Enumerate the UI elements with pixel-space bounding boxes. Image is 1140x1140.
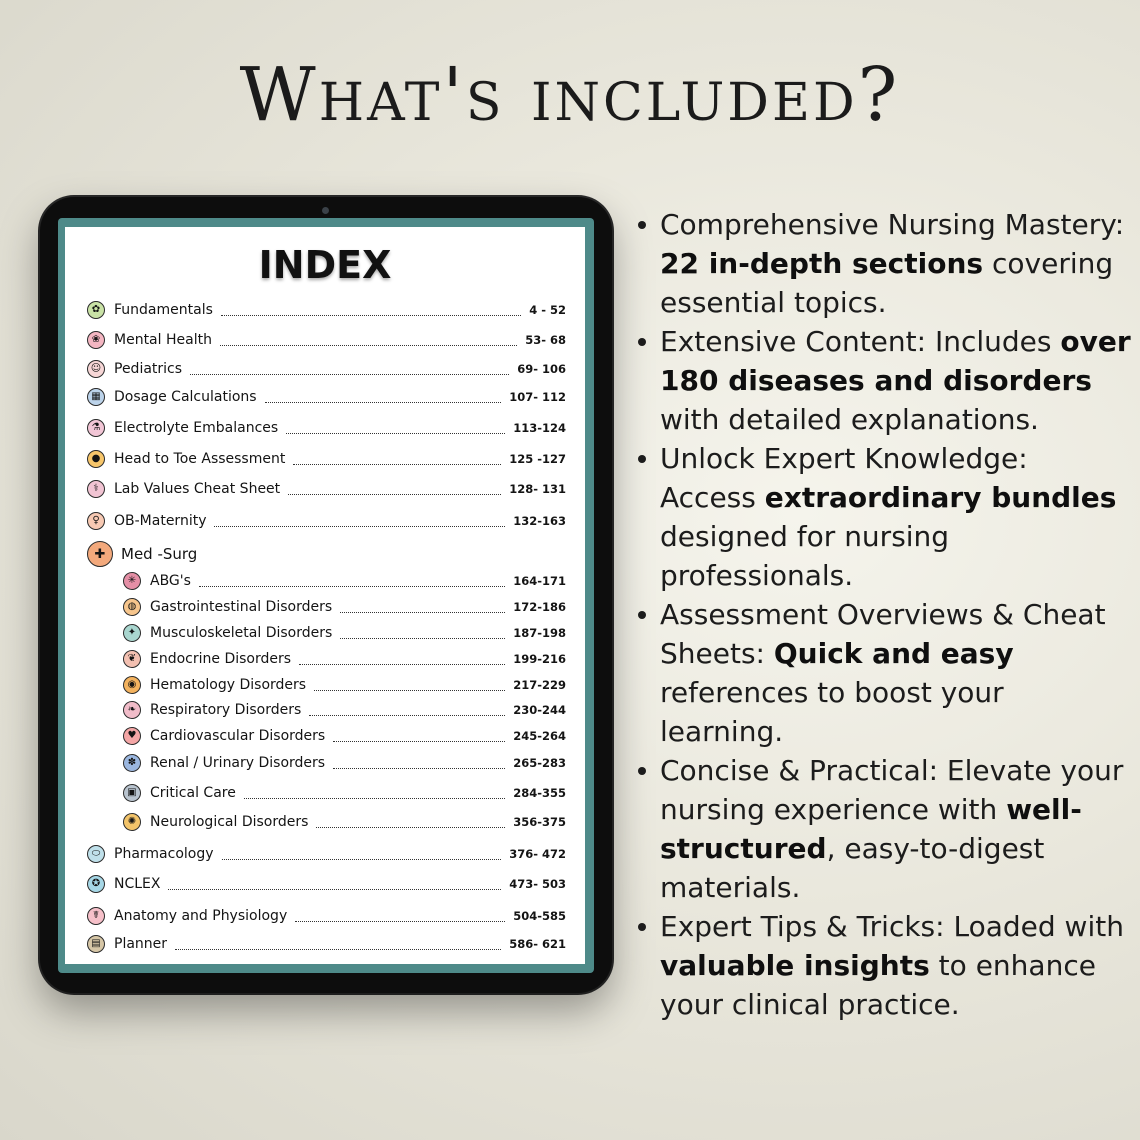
dot-leader bbox=[222, 859, 502, 860]
index-entry-label: Fundamentals bbox=[114, 302, 213, 318]
dot-leader bbox=[340, 638, 505, 639]
feature-text: Unlock Expert Knowledge: Access bbox=[660, 442, 1028, 514]
dot-leader bbox=[175, 949, 501, 950]
feature-text: covering essential topics. bbox=[660, 247, 1114, 319]
dot-leader bbox=[220, 345, 517, 346]
pill-icon: ⬭ bbox=[87, 845, 105, 863]
index-entry-label: Endocrine Disorders bbox=[150, 651, 292, 667]
endocrine-icon: ❦ bbox=[123, 650, 141, 668]
drop-icon: ● bbox=[87, 450, 105, 468]
brain-icon: ❀ bbox=[87, 331, 105, 349]
feature-text: Assessment Overviews & Cheat Sheets: bbox=[660, 598, 1106, 670]
index-entry-label: Gastrointestinal Disorders bbox=[150, 599, 333, 615]
index-entry-label: Critical Care bbox=[150, 785, 236, 801]
feature-text: Concise & Practical: Elevate your nursing experience with bbox=[660, 754, 1124, 826]
index-entry-pages: 4 - 52 bbox=[529, 303, 566, 317]
neuro-icon: ✺ bbox=[123, 813, 141, 831]
index-entry-pages: 284-355 bbox=[513, 786, 566, 800]
headline: What's included? bbox=[239, 52, 901, 138]
index-entry-label: Pharmacology bbox=[114, 846, 214, 862]
index-entry bbox=[87, 417, 566, 439]
index-entry-pages: 107- 112 bbox=[509, 390, 566, 404]
tablet-screen bbox=[58, 218, 594, 973]
dot-leader bbox=[199, 586, 505, 587]
dot-leader bbox=[333, 741, 505, 742]
feature-text: Extensive Content: Includes bbox=[660, 325, 1061, 358]
index-entry-pages: 504-585 bbox=[513, 909, 566, 923]
feature-text: with detailed explanations. bbox=[660, 403, 1039, 436]
feature-highlight: valuable insights bbox=[660, 949, 930, 982]
stomach-icon: ◍ bbox=[123, 598, 141, 616]
index-entry-pages: 230-244 bbox=[513, 703, 566, 717]
feature-text: , easy-to-digest materials. bbox=[660, 832, 1045, 904]
planner-icon: ▤ bbox=[87, 935, 105, 953]
index-entry bbox=[123, 782, 566, 804]
index-entry-label: Planner bbox=[114, 936, 168, 952]
lungs-icon: ❧ bbox=[123, 701, 141, 719]
index-title: INDEX bbox=[258, 243, 392, 287]
index-entry-pages: 53- 68 bbox=[525, 333, 566, 347]
index-list bbox=[65, 227, 585, 964]
index-entry bbox=[123, 570, 566, 592]
feature-text: references to boost your learning. bbox=[660, 676, 1004, 748]
nclex-icon: ✪ bbox=[87, 875, 105, 893]
dot-leader bbox=[340, 612, 505, 613]
feature-text: Comprehensive Nursing Mastery: bbox=[660, 208, 1125, 241]
index-entry bbox=[87, 478, 566, 500]
index-entry-pages: 473- 503 bbox=[509, 877, 566, 891]
electrolyte-icon: ⚗ bbox=[87, 419, 105, 437]
index-entry bbox=[87, 933, 566, 955]
dot-leader bbox=[168, 889, 501, 890]
index-entry-label: Lab Values Cheat Sheet bbox=[114, 481, 281, 497]
dot-leader bbox=[244, 798, 505, 799]
index-entry-label: Neurological Disorders bbox=[150, 814, 309, 830]
feature-item bbox=[636, 322, 1132, 439]
index-entry-pages: 69- 106 bbox=[517, 362, 566, 376]
dot-leader bbox=[316, 827, 505, 828]
index-entry-label: OB-Maternity bbox=[114, 513, 207, 529]
dot-leader bbox=[190, 374, 509, 375]
index-entry bbox=[123, 596, 566, 618]
index-entry-pages: 172-186 bbox=[513, 600, 566, 614]
index-entry-label: Med -Surg bbox=[121, 545, 198, 563]
index-entry bbox=[123, 622, 566, 644]
dot-leader bbox=[299, 664, 505, 665]
index-entry-pages: 356-375 bbox=[513, 815, 566, 829]
feature-highlight: over 180 diseases and disorders bbox=[660, 325, 1131, 397]
index-entry bbox=[123, 699, 566, 721]
index-entry bbox=[87, 448, 566, 470]
index-entry-pages: 586- 621 bbox=[509, 937, 566, 951]
blood-icon: ◉ bbox=[123, 676, 141, 694]
lab-icon: ⚕ bbox=[87, 480, 105, 498]
fundamentals-icon: ✿ bbox=[87, 301, 105, 319]
index-entry bbox=[123, 752, 566, 774]
heart-icon: ♥ bbox=[123, 727, 141, 745]
index-entry bbox=[123, 674, 566, 696]
index-entry bbox=[87, 843, 566, 865]
index-entry bbox=[87, 358, 566, 380]
feature-text: Expert Tips & Tricks: Loaded with bbox=[660, 910, 1124, 943]
feature-highlight: Quick and easy bbox=[773, 637, 1014, 670]
kidney-icon: ✽ bbox=[123, 754, 141, 772]
index-entry-pages: 245-264 bbox=[513, 729, 566, 743]
feature-highlight: 22 in-depth sections bbox=[660, 247, 984, 280]
index-entry bbox=[123, 725, 566, 747]
tablet-mockup bbox=[40, 197, 612, 993]
dot-leader bbox=[314, 690, 505, 691]
index-entry bbox=[123, 648, 566, 670]
index-entry-pages: 265-283 bbox=[513, 756, 566, 770]
camera-icon bbox=[322, 207, 329, 214]
index-entry-label: Cardiovascular Disorders bbox=[150, 728, 326, 744]
abg-icon: ✳ bbox=[123, 572, 141, 590]
index-entry-pages: 132-163 bbox=[513, 514, 566, 528]
index-entry-pages: 187-198 bbox=[513, 626, 566, 640]
index-entry bbox=[87, 329, 566, 351]
med-surg-icon: ✚ bbox=[87, 541, 113, 567]
index-entry-pages: 217-229 bbox=[513, 678, 566, 692]
index-entry-label: NCLEX bbox=[114, 876, 161, 892]
index-entry-label: Respiratory Disorders bbox=[150, 702, 302, 718]
feature-highlight: extraordinary bundles bbox=[764, 481, 1117, 514]
feature-highlight: well-structured bbox=[660, 793, 1082, 865]
dot-leader bbox=[293, 464, 501, 465]
dot-leader bbox=[286, 433, 505, 434]
index-entry-label: Renal / Urinary Disorders bbox=[150, 755, 326, 771]
feature-item bbox=[636, 751, 1132, 907]
feature-list bbox=[636, 205, 1132, 1024]
index-entry-label: Hematology Disorders bbox=[150, 677, 307, 693]
monitor-icon: ▣ bbox=[123, 784, 141, 802]
index-entry-pages: 376- 472 bbox=[509, 847, 566, 861]
index-entry-label: Anatomy and Physiology bbox=[114, 908, 288, 924]
index-entry bbox=[123, 811, 566, 833]
index-entry-label: Musculoskeletal Disorders bbox=[150, 625, 333, 641]
index-entry bbox=[87, 543, 566, 565]
anatomy-icon: ☤ bbox=[87, 907, 105, 925]
index-entry bbox=[87, 510, 566, 532]
dot-leader bbox=[265, 402, 502, 403]
feature-item bbox=[636, 439, 1132, 595]
index-entry-label: ABG's bbox=[150, 573, 191, 589]
index-entry bbox=[87, 905, 566, 927]
dot-leader bbox=[333, 768, 505, 769]
child-icon: ☺ bbox=[87, 360, 105, 378]
feature-item bbox=[636, 595, 1132, 751]
index-entry-label: Pediatrics bbox=[114, 361, 183, 377]
feature-item bbox=[636, 205, 1132, 322]
index-entry-label: Electrolyte Embalances bbox=[114, 420, 279, 436]
dot-leader bbox=[309, 715, 505, 716]
index-entry-label: Head to Toe Assessment bbox=[114, 451, 286, 467]
maternity-icon: ♀ bbox=[87, 512, 105, 530]
dot-leader bbox=[288, 494, 501, 495]
index-entry-label: Dosage Calculations bbox=[114, 389, 257, 405]
index-entry bbox=[87, 873, 566, 895]
index-entry bbox=[87, 386, 566, 408]
feature-text: designed for nursing professionals. bbox=[660, 520, 950, 592]
dot-leader bbox=[295, 921, 505, 922]
index-entry-pages: 199-216 bbox=[513, 652, 566, 666]
index-entry-pages: 125 -127 bbox=[509, 452, 566, 466]
calculator-icon: ▦ bbox=[87, 388, 105, 406]
index-entry-pages: 113-124 bbox=[513, 421, 566, 435]
index-entry-label: Mental Health bbox=[114, 332, 212, 348]
feature-item bbox=[636, 907, 1132, 1024]
feature-text: to enhance your clinical practice. bbox=[660, 949, 1096, 1021]
index-entry bbox=[87, 299, 566, 321]
bone-icon: ✦ bbox=[123, 624, 141, 642]
index-entry-pages: 128- 131 bbox=[509, 482, 566, 496]
index-page bbox=[65, 227, 585, 964]
index-entry-pages: 164-171 bbox=[513, 574, 566, 588]
dot-leader bbox=[214, 526, 505, 527]
dot-leader bbox=[221, 315, 521, 316]
